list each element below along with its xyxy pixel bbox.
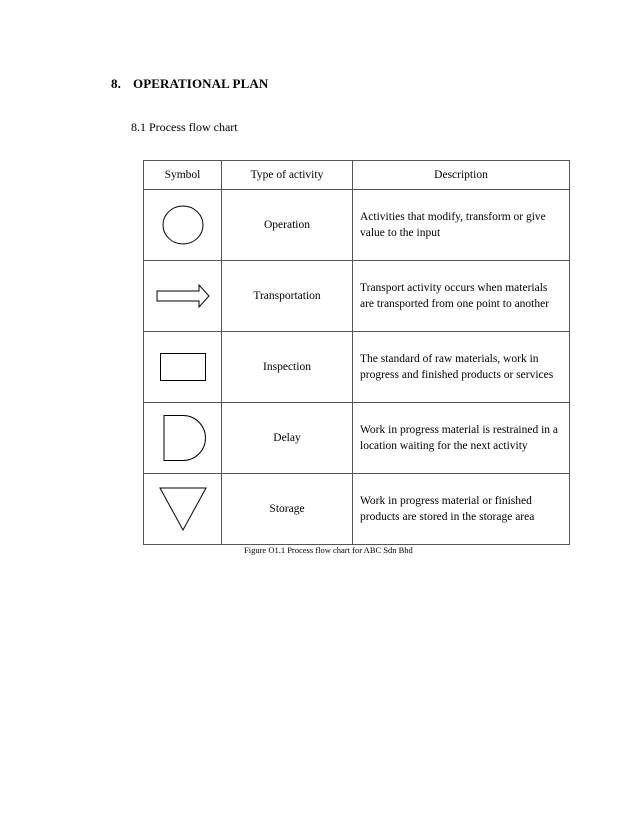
activity-description: Transport activity occurs when materials are transported from one point to another [353,261,570,332]
activity-description: Activities that modify, transform or give value to the input [353,190,570,261]
table-header-row [144,161,570,190]
process-flow-table [143,160,570,545]
table-row [144,332,570,403]
section-title: OPERATIONAL PLAN [133,76,269,91]
circle-icon [158,203,208,247]
figure-caption: Figure O1.1 Process flow chart for ABC Sdn Bhd [244,545,413,555]
section-heading [111,76,268,92]
subsection-heading: 8.1 Process flow chart [131,120,238,134]
d-shape-icon [158,413,208,463]
header-symbol: Symbol [144,161,222,190]
header-type-of-activity: Type of activity [222,161,353,190]
symbol-cell [144,474,222,545]
activity-type: Transportation [222,261,353,332]
arrow-right-icon [155,283,211,309]
symbol-cell [144,261,222,332]
activity-type: Inspection [222,332,353,403]
activity-description: Work in progress material is restrained in a location waiting for the next activity [353,403,570,474]
header-description: Description [353,161,570,190]
activity-description: The standard of raw materials, work in progress and finished products or services [353,332,570,403]
symbol-cell [144,403,222,474]
table-row [144,474,570,545]
table-row [144,190,570,261]
activity-type: Storage [222,474,353,545]
activity-type: Delay [222,403,353,474]
table-row [144,403,570,474]
rectangle-icon [158,351,208,383]
symbol-cell [144,332,222,403]
activity-description: Work in progress material or finished products are stored in the storage area [353,474,570,545]
activity-type: Operation [222,190,353,261]
triangle-down-icon [156,485,210,533]
symbol-cell [144,190,222,261]
section-number: 8. [111,76,121,91]
table-row [144,261,570,332]
